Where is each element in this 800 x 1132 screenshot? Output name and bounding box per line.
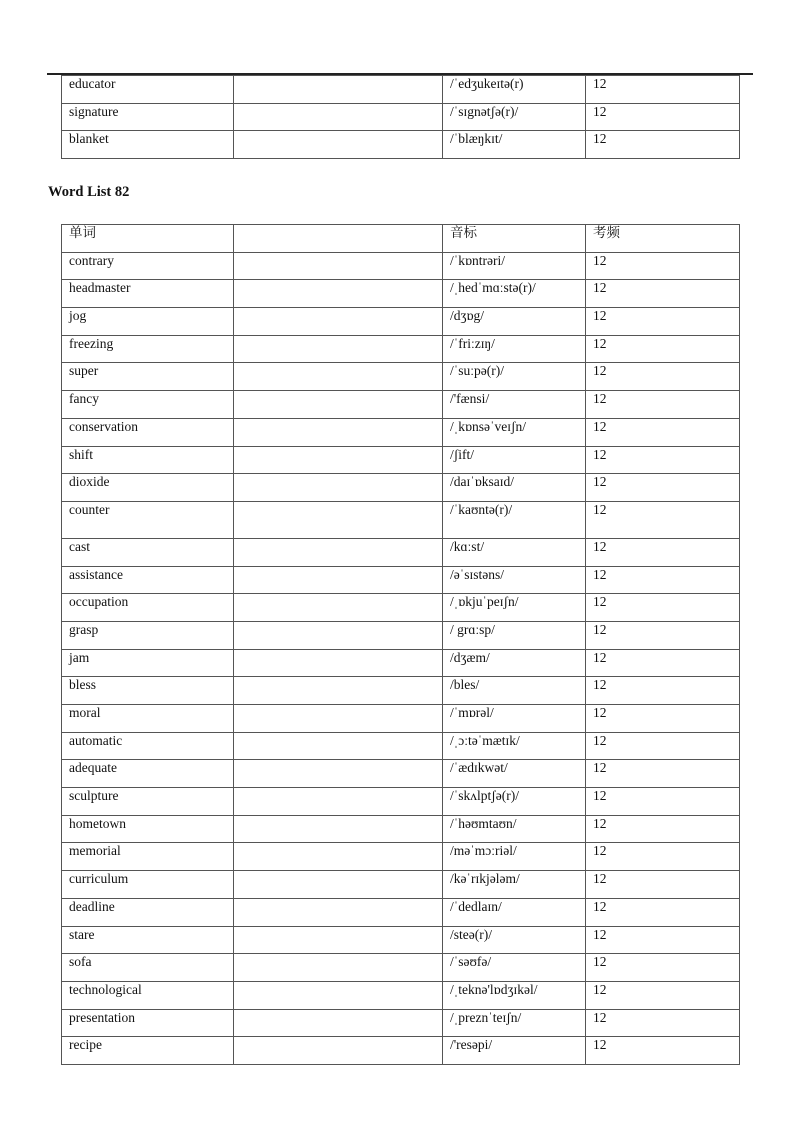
- table-row: [62, 815, 740, 843]
- cell-meaning: [234, 871, 443, 899]
- cell-meaning: [234, 363, 443, 391]
- cell-meaning: [234, 391, 443, 419]
- cell-meaning: [234, 131, 443, 159]
- cell-word: fancy: [62, 391, 234, 419]
- cell-meaning: [234, 649, 443, 677]
- vocab-table-continued: [61, 75, 740, 159]
- cell-meaning: [234, 898, 443, 926]
- cell-word: sofa: [62, 954, 234, 982]
- cell-meaning: [234, 538, 443, 566]
- table-row: [62, 926, 740, 954]
- cell-frequency: 12: [586, 418, 740, 446]
- cell-meaning: [234, 76, 443, 104]
- cell-frequency: 12: [586, 76, 740, 104]
- cell-phonetic: /ˌkɒnsəˈveɪʃn/: [443, 418, 586, 446]
- cell-meaning: [234, 474, 443, 502]
- cell-meaning: [234, 335, 443, 363]
- cell-frequency: 12: [586, 566, 740, 594]
- table-row: [62, 103, 740, 131]
- cell-frequency: 12: [586, 705, 740, 733]
- cell-word: shift: [62, 446, 234, 474]
- table-row: [62, 1037, 740, 1065]
- cell-meaning: [234, 926, 443, 954]
- cell-word: freezing: [62, 335, 234, 363]
- cell-frequency: 12: [586, 363, 740, 391]
- cell-frequency: 12: [586, 1037, 740, 1065]
- word-list-title: Word List 82: [48, 184, 130, 200]
- cell-frequency: 12: [586, 898, 740, 926]
- cell-phonetic: /ˈkaʊntə(r)/: [443, 501, 586, 538]
- table-row: [62, 280, 740, 308]
- cell-phonetic: /daɪˈɒksaɪd/: [443, 474, 586, 502]
- cell-frequency: 12: [586, 308, 740, 336]
- table-row: [62, 1009, 740, 1037]
- cell-frequency: 12: [586, 252, 740, 280]
- cell-frequency: 12: [586, 131, 740, 159]
- cell-meaning: [234, 501, 443, 538]
- cell-meaning: [234, 732, 443, 760]
- table-row: [62, 446, 740, 474]
- cell-frequency: 12: [586, 501, 740, 538]
- table-row: [62, 76, 740, 104]
- cell-word: moral: [62, 705, 234, 733]
- cell-phonetic: /əˈsɪstəns/: [443, 566, 586, 594]
- table-row: [62, 760, 740, 788]
- cell-frequency: 12: [586, 788, 740, 816]
- table-row: [62, 954, 740, 982]
- cell-word: presentation: [62, 1009, 234, 1037]
- cell-word: jam: [62, 649, 234, 677]
- cell-meaning: [234, 981, 443, 1009]
- cell-meaning: [234, 103, 443, 131]
- table-row: [62, 474, 740, 502]
- cell-phonetic: /dʒɒg/: [443, 308, 586, 336]
- cell-meaning: [234, 954, 443, 982]
- table-row: [62, 981, 740, 1009]
- cell-meaning: [234, 788, 443, 816]
- table-row: [62, 335, 740, 363]
- cell-word: stare: [62, 926, 234, 954]
- table-row: [62, 363, 740, 391]
- cell-word: grasp: [62, 621, 234, 649]
- cell-frequency: 12: [586, 280, 740, 308]
- cell-phonetic: /ˈfriːzɪŋ/: [443, 335, 586, 363]
- table-row: [62, 566, 740, 594]
- header-phonetic: 音标: [443, 225, 586, 253]
- cell-phonetic: /məˈmɔːriəl/: [443, 843, 586, 871]
- table-row: [62, 621, 740, 649]
- cell-word: technological: [62, 981, 234, 1009]
- table-row: [62, 418, 740, 446]
- table-row: [62, 391, 740, 419]
- cell-phonetic: /ˈædɪkwət/: [443, 760, 586, 788]
- cell-frequency: 12: [586, 677, 740, 705]
- cell-word: memorial: [62, 843, 234, 871]
- cell-meaning: [234, 418, 443, 446]
- cell-frequency: 12: [586, 446, 740, 474]
- cell-word: bless: [62, 677, 234, 705]
- header-meaning: [234, 225, 443, 253]
- cell-phonetic: /ˈkɒntrəri/: [443, 252, 586, 280]
- cell-meaning: [234, 705, 443, 733]
- table-row: [62, 788, 740, 816]
- cell-frequency: 12: [586, 732, 740, 760]
- cell-word: headmaster: [62, 280, 234, 308]
- cell-meaning: [234, 566, 443, 594]
- cell-word: blanket: [62, 131, 234, 159]
- table-row: [62, 732, 740, 760]
- cell-phonetic: / grɑːsp/: [443, 621, 586, 649]
- cell-phonetic: /dʒæm/: [443, 649, 586, 677]
- cell-phonetic: /ˈedʒukeɪtə(r): [443, 76, 586, 104]
- cell-phonetic: /kɑːst/: [443, 538, 586, 566]
- cell-phonetic: /ʃift/: [443, 446, 586, 474]
- cell-phonetic: /ˌɔːtəˈmætɪk/: [443, 732, 586, 760]
- cell-meaning: [234, 446, 443, 474]
- cell-meaning: [234, 1037, 443, 1065]
- table-row: [62, 252, 740, 280]
- cell-frequency: 12: [586, 474, 740, 502]
- cell-word: educator: [62, 76, 234, 104]
- cell-word: dioxide: [62, 474, 234, 502]
- cell-phonetic: /'fænsi/: [443, 391, 586, 419]
- cell-word: jog: [62, 308, 234, 336]
- cell-word: curriculum: [62, 871, 234, 899]
- table-row: [62, 705, 740, 733]
- table-header-row: [62, 225, 740, 253]
- cell-phonetic: /ˌteknə'lɒdʒɪkəl/: [443, 981, 586, 1009]
- table-row: [62, 898, 740, 926]
- cell-meaning: [234, 1009, 443, 1037]
- cell-word: recipe: [62, 1037, 234, 1065]
- table-row: [62, 131, 740, 159]
- cell-meaning: [234, 594, 443, 622]
- cell-frequency: 12: [586, 815, 740, 843]
- cell-phonetic: /ˈsəʊfə/: [443, 954, 586, 982]
- cell-word: signature: [62, 103, 234, 131]
- cell-word: sculpture: [62, 788, 234, 816]
- cell-word: conservation: [62, 418, 234, 446]
- cell-word: assistance: [62, 566, 234, 594]
- cell-frequency: 12: [586, 594, 740, 622]
- cell-phonetic: /kəˈrɪkjələm/: [443, 871, 586, 899]
- table-row: [62, 843, 740, 871]
- cell-word: cast: [62, 538, 234, 566]
- cell-word: occupation: [62, 594, 234, 622]
- cell-phonetic: /ˈskʌlptʃə(r)/: [443, 788, 586, 816]
- cell-meaning: [234, 760, 443, 788]
- cell-meaning: [234, 308, 443, 336]
- cell-phonetic: /'resəpi/: [443, 1037, 586, 1065]
- cell-frequency: 12: [586, 538, 740, 566]
- cell-phonetic: /bles/: [443, 677, 586, 705]
- table-row: [62, 594, 740, 622]
- cell-frequency: 12: [586, 1009, 740, 1037]
- table-row: [62, 308, 740, 336]
- cell-meaning: [234, 252, 443, 280]
- cell-frequency: 12: [586, 335, 740, 363]
- cell-word: automatic: [62, 732, 234, 760]
- cell-frequency: 12: [586, 621, 740, 649]
- cell-word: contrary: [62, 252, 234, 280]
- cell-meaning: [234, 280, 443, 308]
- cell-phonetic: /ˈmɒrəl/: [443, 705, 586, 733]
- cell-word: hometown: [62, 815, 234, 843]
- header-word: 单词: [62, 225, 234, 253]
- cell-frequency: 12: [586, 649, 740, 677]
- cell-word: adequate: [62, 760, 234, 788]
- cell-frequency: 12: [586, 391, 740, 419]
- table-row: [62, 649, 740, 677]
- table-row: [62, 538, 740, 566]
- cell-frequency: 12: [586, 760, 740, 788]
- cell-frequency: 12: [586, 981, 740, 1009]
- cell-frequency: 12: [586, 843, 740, 871]
- table-row: [62, 501, 740, 538]
- cell-phonetic: /ˈsɪgnətʃə(r)/: [443, 103, 586, 131]
- cell-frequency: 12: [586, 954, 740, 982]
- cell-meaning: [234, 621, 443, 649]
- cell-phonetic: /ˈsuːpə(r)/: [443, 363, 586, 391]
- cell-word: counter: [62, 501, 234, 538]
- cell-phonetic: /ˌpreznˈteɪʃn/: [443, 1009, 586, 1037]
- header-frequency: 考频: [586, 225, 740, 253]
- cell-frequency: 12: [586, 871, 740, 899]
- cell-phonetic: /ˈhəʊmtaʊn/: [443, 815, 586, 843]
- cell-phonetic: /ˈdedlaɪn/: [443, 898, 586, 926]
- cell-phonetic: /ˈblæŋkɪt/: [443, 131, 586, 159]
- cell-meaning: [234, 677, 443, 705]
- cell-phonetic: /steə(r)/: [443, 926, 586, 954]
- cell-frequency: 12: [586, 103, 740, 131]
- cell-phonetic: /ˌhedˈmɑːstə(r)/: [443, 280, 586, 308]
- cell-meaning: [234, 815, 443, 843]
- cell-word: deadline: [62, 898, 234, 926]
- cell-phonetic: /ˌɒkjuˈpeɪʃn/: [443, 594, 586, 622]
- table-row: [62, 677, 740, 705]
- cell-frequency: 12: [586, 926, 740, 954]
- vocab-table: [61, 224, 740, 1065]
- table-row: [62, 871, 740, 899]
- cell-meaning: [234, 843, 443, 871]
- cell-word: super: [62, 363, 234, 391]
